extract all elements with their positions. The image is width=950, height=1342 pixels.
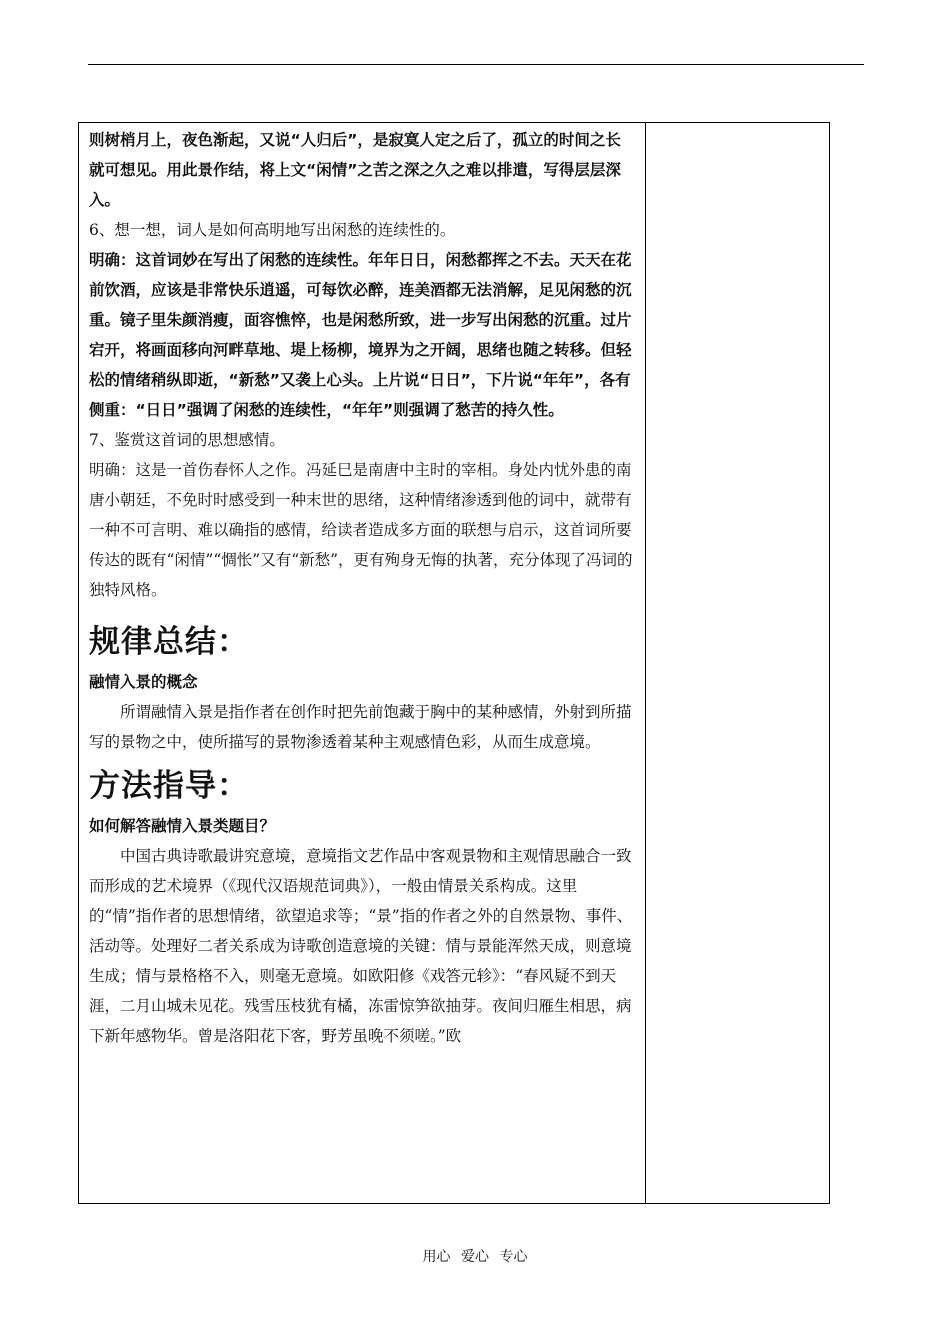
header-rule	[88, 64, 864, 65]
question-6: 6、想一想，词人是如何高明地写出闲愁的连续性的。	[89, 221, 456, 239]
summary-body: 所谓融情入景是指作者在创作时把先前饱藏于胸中的某种感情，外射到所描写的景物之中，使所描写的景物渗透着某种主观感情色彩，从而生成意境。	[89, 703, 632, 751]
main-content-cell	[89, 125, 635, 1051]
method-body: 中国古典诗歌最讲究意境，意境指文艺作品中客观景物和主观情思融合一致而形成的艺术境界（《现代汉语规范词典》），一般由情景关系构成。这里的“情”指作者的思想情绪，欲望追求等；“景”指的作者之外的自然景物、事件、活动等。处理好二者关系成为诗歌创造意境的关键：情与景能浑然天成，则意境生成；情与景格格不入，则毫无意境。如欧阳修《戏答元轸》：“春风疑不到天涯，二月山城未见花。残雪压枝犹有橘，冻雷惊笋欲抽芽。夜间归雁生相思，病下新年感物华。曾是洛阳花下客，野芳虽晚不须嗟。”欧	[89, 847, 633, 1045]
page-footer: 用心 爱心 专心	[422, 1249, 528, 1265]
summary-subheading: 融情入景的概念	[89, 673, 198, 691]
answer-7: 明确：这是一首伤春怀人之作。冯延巳是南唐中主时的宰相。身处内忧外患的南唐小朝廷，不免时时感受到一种末世的思绪，这种情绪渗透到他的词中，就带有一种不可言明、难以确指的感情，给读者造成多方面的联想与启示，这首词所要传达的既有“闲情”“惆怅”又有“新愁”，更有殉身无悔的执著，充分体现了冯词的独特风格。	[89, 461, 633, 599]
question-7: 7、鉴赏这首词的思想感情。	[89, 431, 285, 449]
method-heading: 方法指导：	[89, 768, 249, 804]
lesson-table	[78, 122, 830, 1204]
answer-6: 明确：这首词妙在写出了闲愁的连续性。年年日日，闲愁都挥之不去。天天在花前饮酒，应该是非常快乐逍遥，可每饮必醉，连美酒都无法消解，足见闲愁的沉重。镜子里朱颜消瘦，面容憔悴，也是闲愁所致，进一步写出闲愁的沉重。过片宕开，将画面移向河畔草地、堤上杨柳，境界为之开阔，思绪也随之转移。但轻松的情绪稍纵即逝，“新愁”又袭上心头。上片说“日日”，下片说“年年”，各有侧重：“日日”强调了闲愁的连续性，“年年”则强调了愁苦的持久性。	[89, 251, 632, 419]
paragraph-continuation: 则树梢月上，夜色渐起，又说“人归后”，是寂寞人定之后了，孤立的时间之长就可想见。用此景作结，将上文“闲情”之苦之深之久之难以排遣，写得层层深入。	[89, 131, 621, 209]
method-subheading: 如何解答融情入景类题目？	[89, 817, 276, 835]
summary-heading: 规律总结：	[89, 624, 249, 660]
column-divider	[645, 123, 646, 1203]
